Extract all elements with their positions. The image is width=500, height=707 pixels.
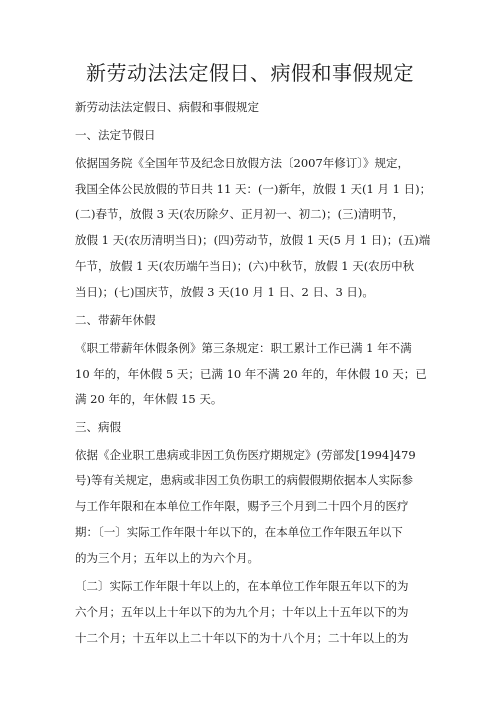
- paragraph-line: 依据《企业职工患病或非因工负伤医疗期规定》(劳部发[1994]479: [75, 448, 416, 462]
- paragraph-line: 十二个月；十五年以上二十年以下的为十八个月；二十年以上的为: [75, 631, 409, 645]
- paragraph-line: 满 20 年的，年休假 15 天。: [75, 392, 223, 406]
- section-heading-2: 二、带薪年休假: [75, 313, 156, 327]
- paragraph-line: 放假 1 天(农历清明当日)；(四)劳动节，放假 1 天(5 月 1 日)；(五)端: [75, 233, 431, 247]
- section-heading-1: 一、法定节假日: [75, 128, 156, 142]
- paragraph-line: 《职工带薪年休假条例》第三条规定：职工累计工作已满 1 年不满: [75, 341, 412, 355]
- paragraph-line: 我国全体公民放假的节日共 11 天：(一)新年，放假 1 天(1 月 1 日)；: [75, 182, 432, 196]
- paragraph-line: 的为三个月；五年以上的为六个月。: [75, 551, 259, 565]
- paragraph-line: 依据国务院《全国年节及纪念日放假方法〔2007年修订〕》规定，: [75, 156, 410, 170]
- paragraph-line: (二)春节，放假 3 天(农历除夕、正月初一、初二)；(三)清明节，: [75, 207, 405, 221]
- paragraph-line: 与工作年限和在本单位工作年限，赐予三个月到二十四个月的医疗: [75, 499, 409, 513]
- paragraph-line: 午节，放假 1 天(农历端午当日)；(六)中秋节，放假 1 天(农历中秋: [75, 259, 415, 273]
- document-title: 新劳动法法定假日、病假和事假规定: [86, 61, 414, 85]
- paragraph-line: 号)等有关规定，患病或非因工负伤职工的病假假期依据本人实际参: [75, 473, 413, 487]
- paragraph-line: 期：〔一〕实际工作年限十年以下的，在本单位工作年限五年以下: [75, 525, 403, 539]
- paragraph-line: 当日)；(七)国庆节，放假 3 天(10 月 1 日、2 日、3 日)。: [75, 285, 374, 299]
- section-heading-3: 三、病假: [75, 420, 121, 434]
- paragraph-line: 六个月；五年以上十年以下的为九个月；十年以上十五年以下的为: [75, 605, 409, 619]
- subtitle-line: 新劳动法法定假日、病假和事假规定: [75, 100, 259, 114]
- paragraph-line: 10 年的，年休假 5 天；已满 10 年不满 20 年的，年休假 10 天；已: [75, 367, 427, 381]
- paragraph-line: 〔二〕实际工作年限十年以上的，在本单位工作年限五年以下的为: [75, 579, 409, 593]
